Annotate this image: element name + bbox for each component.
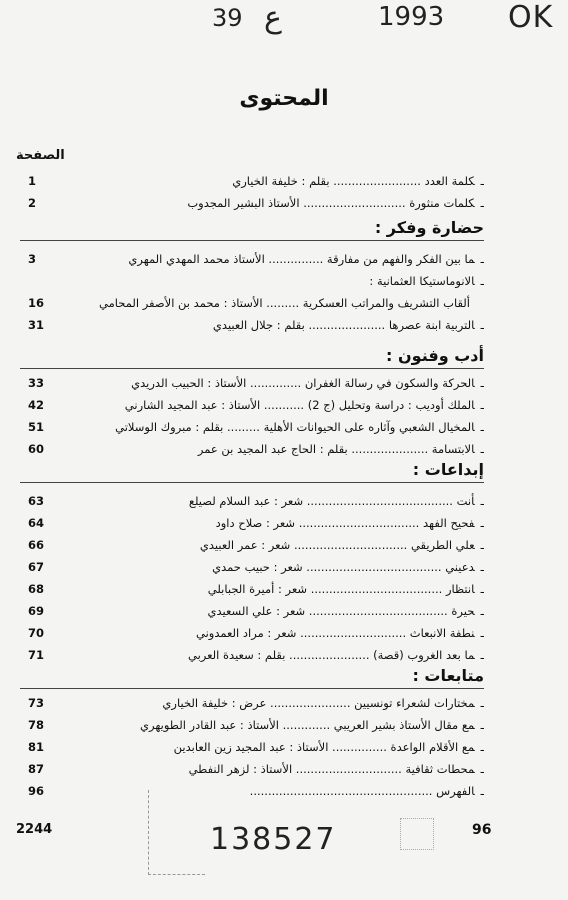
entry-page-number: 64 bbox=[28, 516, 45, 530]
entry-bullet: ـ bbox=[480, 420, 484, 434]
entry-bullet: ـ bbox=[480, 762, 484, 776]
entry-page-number: 67 bbox=[28, 560, 45, 574]
entry-text: مختارات لشعراء تونسيين ...................... عرض : خليفة الخياري bbox=[162, 696, 475, 710]
entry-page-number: 73 bbox=[28, 696, 45, 710]
entry-bullet: ـ bbox=[480, 582, 484, 596]
page-column-label: الصفحة bbox=[16, 148, 65, 163]
entry-page-number: 51 bbox=[28, 420, 45, 434]
toc-entry bbox=[28, 602, 484, 620]
entry-page-number: 69 bbox=[28, 604, 45, 618]
entry-bullet: ـ bbox=[480, 604, 484, 618]
entry-page-number: 3 bbox=[28, 252, 37, 266]
toc-entry bbox=[28, 558, 484, 576]
entry-text: نطفة الانبعاث ............................. شعر : مراد العمدوني bbox=[195, 626, 475, 640]
toc-entry bbox=[28, 738, 484, 756]
entry-title bbox=[56, 624, 484, 642]
entry-text: ما بين الفكر والفهم من مفارقة ............... الأستاذ محمد المهدي المهري bbox=[128, 252, 475, 266]
entry-text: الانوماستيكا العثمانية : bbox=[369, 274, 475, 288]
entry-bullet: ـ bbox=[480, 560, 484, 574]
entry-text: كلمة العدد ........................ بقلم : خليفة الخياري bbox=[232, 174, 475, 188]
entry-bullet: ـ bbox=[480, 376, 484, 390]
entry-title bbox=[56, 694, 484, 712]
entry-text: أنت ........................................ شعر : عبد السلام لصيلع bbox=[188, 494, 475, 508]
entry-bullet: ـ bbox=[480, 442, 484, 456]
entry-page-number: 31 bbox=[28, 318, 45, 332]
handwritten-accession-number: 138527 bbox=[210, 822, 337, 857]
entry-page-number: 1 bbox=[28, 174, 37, 188]
toc-entry bbox=[28, 440, 484, 458]
section-divider bbox=[20, 240, 484, 241]
entry-page-number: 87 bbox=[28, 762, 45, 776]
toc-entry bbox=[28, 716, 484, 734]
entry-bullet: ـ bbox=[480, 740, 484, 754]
entry-title bbox=[56, 172, 484, 190]
entry-title bbox=[56, 316, 484, 334]
entry-title bbox=[56, 536, 484, 554]
entry-page-number: 70 bbox=[28, 626, 45, 640]
entry-text: دعيني ..................................... شعر : حبيب حمدي bbox=[212, 560, 475, 574]
handwritten-ain: ع bbox=[264, 0, 282, 35]
section-heading: متابعات : bbox=[412, 666, 484, 685]
toc-entry bbox=[28, 782, 484, 800]
toc-entry bbox=[28, 374, 484, 392]
entry-bullet: ـ bbox=[480, 494, 484, 508]
entry-page-number: 42 bbox=[28, 398, 45, 412]
toc-entry bbox=[28, 272, 484, 290]
entry-text: علي الطريقي ............................... شعر : عمر العبيدي bbox=[199, 538, 475, 552]
entry-text: مع مقال الأستاذ بشير العريبي ............. الأستاذ : عبد القادر الطويهري bbox=[139, 718, 475, 732]
section-divider bbox=[20, 688, 484, 689]
entry-title bbox=[56, 760, 484, 778]
entry-page-number: 78 bbox=[28, 718, 45, 732]
entry-text: الحركة والسكون في رسالة الغفران .............. الأستاذ : الحبيب الدريدي bbox=[131, 376, 475, 390]
entry-text: مع الأقلام الواعدة ............... الأستاذ : عبد المجيد زين العابدين bbox=[173, 740, 475, 754]
entry-text: كلمات منثورة ............................ الأستاذ البشير المجدوب bbox=[187, 196, 475, 210]
entry-page-number: 33 bbox=[28, 376, 45, 390]
entry-title bbox=[56, 250, 484, 268]
entry-title bbox=[56, 194, 484, 212]
entry-bullet: ـ bbox=[480, 718, 484, 732]
toc-entry bbox=[28, 250, 484, 268]
entry-text: انتظار .................................... شعر : أميرة الجبابلي bbox=[207, 582, 475, 596]
entry-text: حيرة ...................................... شعر : علي السعيدي bbox=[207, 604, 475, 618]
entry-title bbox=[56, 514, 484, 532]
entry-bullet: ـ bbox=[480, 196, 484, 210]
entry-page-number: 81 bbox=[28, 740, 45, 754]
entry-bullet: ـ bbox=[480, 784, 484, 798]
entry-title bbox=[56, 396, 484, 414]
entry-text: محطات ثقافية ............................. الأستاذ : لزهر النفطي bbox=[188, 762, 475, 776]
library-stamp bbox=[148, 790, 205, 875]
entry-page-number: 66 bbox=[28, 538, 45, 552]
toc-entry bbox=[28, 624, 484, 642]
entry-bullet: ـ bbox=[480, 648, 484, 662]
toc-entry bbox=[28, 492, 484, 510]
entry-page-number: 16 bbox=[28, 296, 45, 310]
entry-text: الملك أوديب : دراسة وتحليل (ج 2) ........... الأستاذ : عبد المجيد الشارني bbox=[124, 398, 475, 412]
toc-entry bbox=[28, 760, 484, 778]
handwritten-ok: OK bbox=[508, 0, 554, 35]
entry-page-number: 68 bbox=[28, 582, 45, 596]
entry-bullet: ـ bbox=[480, 318, 484, 332]
entry-text: ألقاب التشريف والمراتب العسكرية ......... الأستاذ : محمد بن الأصفر المحامي bbox=[99, 296, 470, 310]
toc-entry bbox=[28, 418, 484, 436]
entry-bullet: ـ bbox=[480, 252, 484, 266]
toc-entry bbox=[28, 580, 484, 598]
entry-title bbox=[56, 492, 484, 510]
entry-title bbox=[56, 738, 484, 756]
entry-text: فحيح الفهد ................................. شعر : صلاح داود bbox=[215, 516, 475, 530]
entry-text: الفهرس .................................................. bbox=[249, 784, 475, 798]
entry-title bbox=[56, 782, 484, 800]
entry-page-number: 96 bbox=[28, 784, 45, 798]
entry-page-number: 2 bbox=[28, 196, 37, 210]
entry-page-number: 63 bbox=[28, 494, 45, 508]
toc-entry bbox=[28, 694, 484, 712]
entry-title bbox=[56, 580, 484, 598]
toc-entry bbox=[28, 646, 484, 664]
entry-text: التربية ابنة عصرها ..................... بقلم : جلال العبيدي bbox=[212, 318, 475, 332]
entry-bullet: ـ bbox=[480, 174, 484, 188]
handwritten-39: 39 bbox=[212, 4, 243, 32]
section-divider bbox=[20, 368, 484, 369]
entry-bullet: ـ bbox=[480, 626, 484, 640]
page-title: المحتوى bbox=[239, 86, 329, 111]
entry-title bbox=[56, 602, 484, 620]
library-stamp-small bbox=[400, 818, 434, 850]
entry-text: ما بعد الغروب (قصة) ...................... بقلم : سعيدة العربي bbox=[187, 648, 475, 662]
entry-title bbox=[56, 558, 484, 576]
entry-title bbox=[56, 440, 484, 458]
page-number: 96 bbox=[472, 822, 492, 838]
entry-title bbox=[56, 374, 484, 392]
entry-bullet: ـ bbox=[480, 274, 484, 288]
toc-entry bbox=[28, 294, 484, 312]
entry-page-number: 71 bbox=[28, 648, 45, 662]
entry-bullet: ـ bbox=[480, 398, 484, 412]
section-divider bbox=[20, 482, 484, 483]
section-heading: أدب وفنون : bbox=[386, 346, 484, 365]
section-heading: حضارة وفكر : bbox=[374, 218, 484, 237]
entry-title bbox=[56, 418, 484, 436]
footer-code: 2244 bbox=[16, 822, 53, 837]
toc-entry bbox=[28, 172, 484, 190]
entry-bullet: ـ bbox=[480, 538, 484, 552]
entry-text: المخيال الشعبي وآثاره على الحيوانات الأهلية ......... بقلم : مبروك الوسلاتي bbox=[115, 420, 475, 434]
entry-title bbox=[56, 716, 484, 734]
handwritten-year: 1993 bbox=[378, 2, 445, 32]
toc-entry bbox=[28, 536, 484, 554]
entry-title bbox=[56, 294, 470, 312]
entry-bullet: ـ bbox=[480, 696, 484, 710]
entry-text: الابتسامة ..................... بقلم : الحاج عبد المجيد بن عمر bbox=[197, 442, 475, 456]
entry-title bbox=[56, 272, 484, 290]
toc-entry bbox=[28, 194, 484, 212]
toc-entry bbox=[28, 514, 484, 532]
section-heading: إبداعات : bbox=[412, 460, 484, 479]
entry-bullet: ـ bbox=[480, 516, 484, 530]
entry-title bbox=[56, 646, 484, 664]
toc-entry bbox=[28, 396, 484, 414]
toc-entry bbox=[28, 316, 484, 334]
entry-page-number: 60 bbox=[28, 442, 45, 456]
